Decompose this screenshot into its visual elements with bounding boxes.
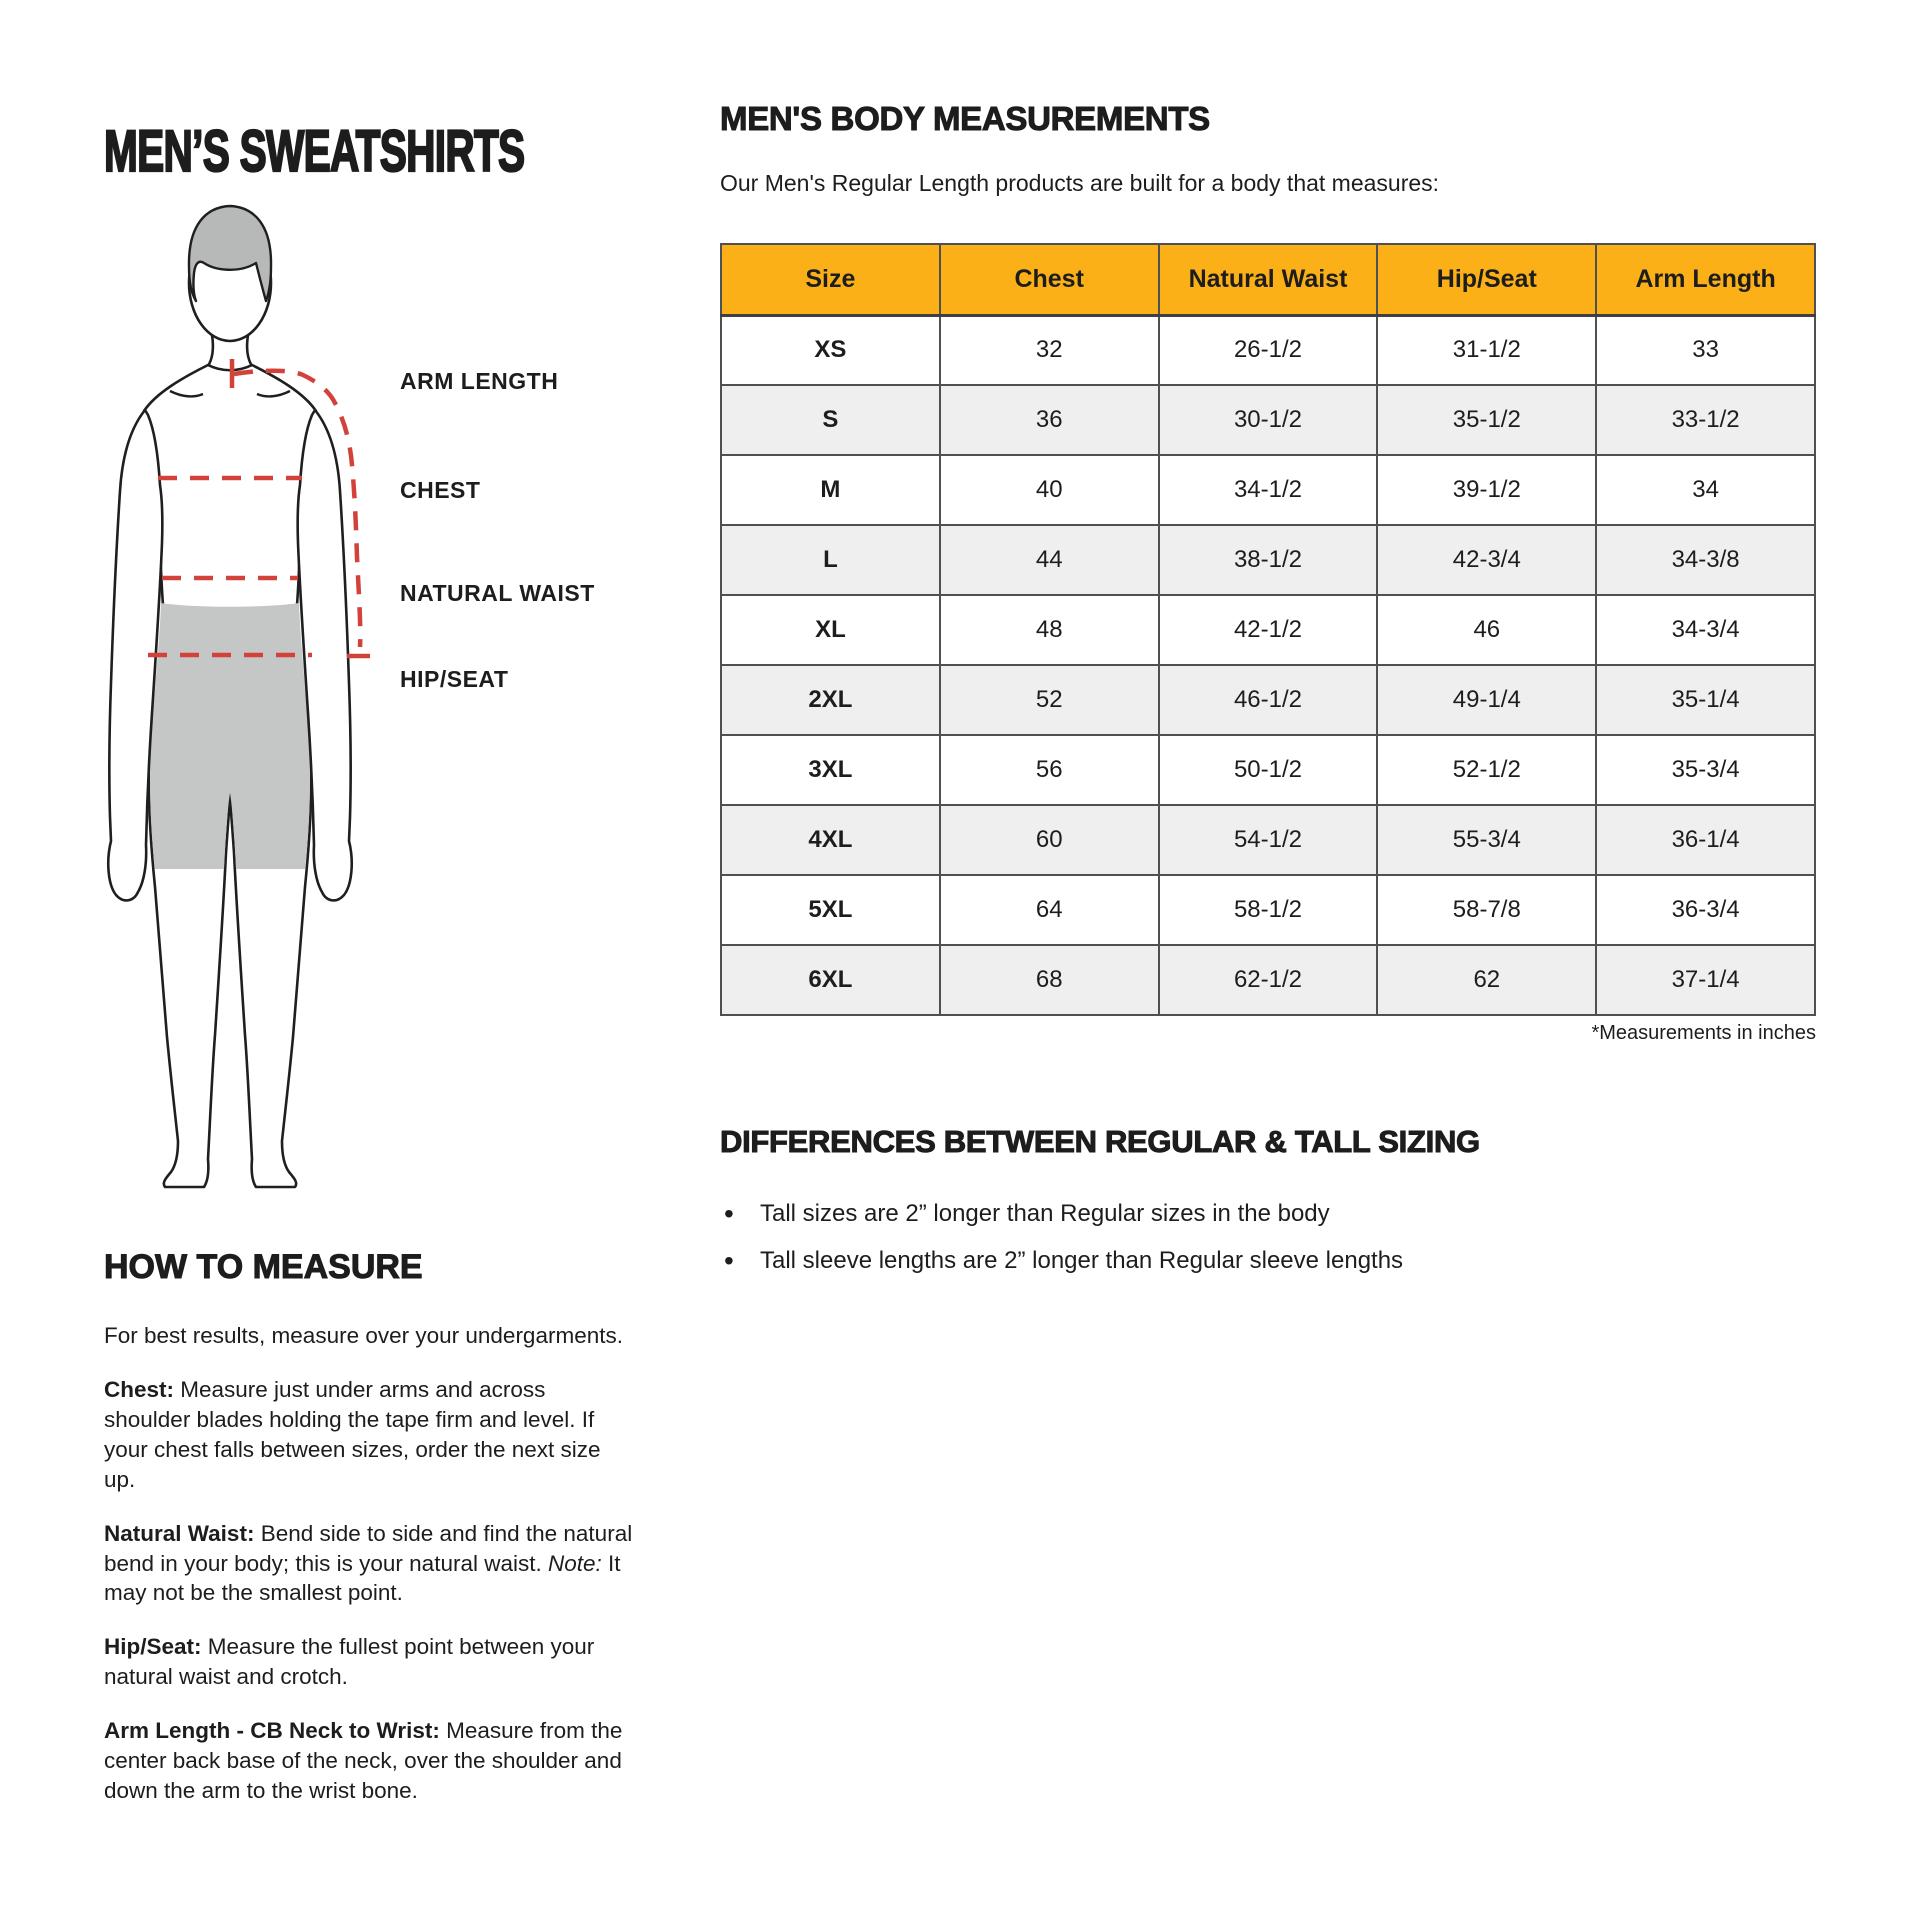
table-row bbox=[721, 805, 1815, 875]
size-cell: XL bbox=[721, 595, 940, 665]
value-cell: 35-1/2 bbox=[1377, 385, 1596, 455]
value-cell: 46 bbox=[1377, 595, 1596, 665]
measure-instruction-label: Arm Length - CB Neck to Wrist: bbox=[104, 1718, 440, 1744]
measurements-heading: MEN'S BODY MEASUREMENTS bbox=[720, 100, 1210, 137]
value-cell: 36-3/4 bbox=[1596, 875, 1815, 945]
value-cell: 33-1/2 bbox=[1596, 385, 1815, 455]
bullet-item: • Tall sizes are 2” longer than Regular sizes in the body bbox=[722, 1198, 1403, 1229]
value-cell: 52 bbox=[940, 665, 1159, 735]
value-cell: 34-3/4 bbox=[1596, 595, 1815, 665]
value-cell: 60 bbox=[940, 805, 1159, 875]
how-to-measure-section bbox=[104, 1248, 636, 1830]
note-label: Note: bbox=[541, 1550, 602, 1576]
value-cell: 40 bbox=[940, 455, 1159, 525]
value-cell: 36 bbox=[940, 385, 1159, 455]
value-cell: 56 bbox=[940, 735, 1159, 805]
shorts-shape bbox=[150, 603, 310, 869]
size-cell: M bbox=[721, 455, 940, 525]
table-row bbox=[721, 665, 1815, 735]
value-cell: 58-1/2 bbox=[1159, 875, 1378, 945]
column-header: Size bbox=[721, 244, 940, 315]
size-cell: 6XL bbox=[721, 945, 940, 1015]
value-cell: 39-1/2 bbox=[1377, 455, 1596, 525]
value-cell: 42-1/2 bbox=[1159, 595, 1378, 665]
value-cell: 33 bbox=[1596, 315, 1815, 385]
page-title: MEN’S SWEATSHIRTS bbox=[104, 118, 525, 184]
chest-label: CHEST bbox=[400, 477, 481, 503]
value-cell: 62-1/2 bbox=[1159, 945, 1378, 1015]
size-cell: L bbox=[721, 525, 940, 595]
value-cell: 52-1/2 bbox=[1377, 735, 1596, 805]
value-cell: 50-1/2 bbox=[1159, 735, 1378, 805]
how-to-measure-heading: HOW TO MEASURE bbox=[104, 1248, 423, 1286]
value-cell: 55-3/4 bbox=[1377, 805, 1596, 875]
value-cell: 31-1/2 bbox=[1377, 315, 1596, 385]
table-row bbox=[721, 315, 1815, 385]
table-row bbox=[721, 455, 1815, 525]
value-cell: 34-1/2 bbox=[1159, 455, 1378, 525]
arm-length-label: ARM LENGTH bbox=[400, 368, 559, 394]
hip-seat-label: HIP/SEAT bbox=[400, 666, 509, 692]
value-cell: 48 bbox=[940, 595, 1159, 665]
column-header: Hip/Seat bbox=[1377, 244, 1596, 315]
table-row bbox=[721, 385, 1815, 455]
value-cell: 58-7/8 bbox=[1377, 875, 1596, 945]
size-cell: 2XL bbox=[721, 665, 940, 735]
body-diagram bbox=[104, 195, 664, 1205]
value-cell: 46-1/2 bbox=[1159, 665, 1378, 735]
measure-instruction: Natural Waist: Bend side to side and find the natural bend in your body; this is your natural waist. Note: It may not be the smallest point. bbox=[104, 1520, 633, 1606]
size-cell: 5XL bbox=[721, 875, 940, 945]
measurements-intro: Our Men's Regular Length products are built for a body that measures: bbox=[720, 170, 1440, 196]
tall-sizing-bullets bbox=[722, 1198, 1403, 1292]
size-cell: S bbox=[721, 385, 940, 455]
measure-instruction-label: Chest: bbox=[104, 1376, 175, 1402]
value-cell: 62 bbox=[1377, 945, 1596, 1015]
column-header: Chest bbox=[940, 244, 1159, 315]
value-cell: 64 bbox=[940, 875, 1159, 945]
value-cell: 38-1/2 bbox=[1159, 525, 1378, 595]
size-cell: 3XL bbox=[721, 735, 940, 805]
body-measurement-diagram bbox=[104, 195, 404, 1205]
units-note: *Measurements in inches bbox=[1591, 1022, 1816, 1044]
value-cell: 68 bbox=[940, 945, 1159, 1015]
column-header: Natural Waist bbox=[1159, 244, 1378, 315]
measure-instruction: Hip/Seat: Measure the fullest point between your natural waist and crotch. bbox=[104, 1634, 595, 1690]
value-cell: 42-3/4 bbox=[1377, 525, 1596, 595]
size-table-header-row bbox=[721, 244, 1815, 315]
table-row bbox=[721, 945, 1815, 1015]
value-cell: 37-1/4 bbox=[1596, 945, 1815, 1015]
measure-instruction-label: Natural Waist: bbox=[104, 1520, 255, 1546]
table-row bbox=[721, 875, 1815, 945]
measure-instruction: Chest: Measure just under arms and across shoulder blades holding the tape firm and level. If your chest falls between sizes, order the next size up. bbox=[104, 1376, 601, 1492]
differences-heading: DIFFERENCES BETWEEN REGULAR & TALL SIZING bbox=[720, 1124, 1480, 1159]
value-cell: 54-1/2 bbox=[1159, 805, 1378, 875]
measure-instruction-label: Hip/Seat: bbox=[104, 1634, 202, 1660]
table-row bbox=[721, 595, 1815, 665]
value-cell: 34 bbox=[1596, 455, 1815, 525]
value-cell: 30-1/2 bbox=[1159, 385, 1378, 455]
value-cell: 34-3/8 bbox=[1596, 525, 1815, 595]
table-row bbox=[721, 735, 1815, 805]
value-cell: 44 bbox=[940, 525, 1159, 595]
value-cell: 32 bbox=[940, 315, 1159, 385]
size-table-body bbox=[721, 315, 1815, 1015]
table-row bbox=[721, 525, 1815, 595]
value-cell: 49-1/4 bbox=[1377, 665, 1596, 735]
value-cell: 35-1/4 bbox=[1596, 665, 1815, 735]
size-cell: XS bbox=[721, 315, 940, 385]
size-cell: 4XL bbox=[721, 805, 940, 875]
column-header: Arm Length bbox=[1596, 244, 1815, 315]
how-to-items bbox=[104, 1375, 636, 1806]
value-cell: 26-1/2 bbox=[1159, 315, 1378, 385]
size-table bbox=[720, 243, 1816, 1016]
value-cell: 35-3/4 bbox=[1596, 735, 1815, 805]
measure-intro: For best results, measure over your undergarments. bbox=[104, 1323, 623, 1348]
natural-waist-label: NATURAL WAIST bbox=[400, 580, 595, 606]
measure-instruction: Arm Length - CB Neck to Wrist: Measure from the center back base of the neck, over the shoulder and down the arm to the wrist bone. bbox=[104, 1718, 623, 1804]
bullet-item: • Tall sleeve lengths are 2” longer than Regular sleeve lengths bbox=[722, 1245, 1403, 1276]
value-cell: 36-1/4 bbox=[1596, 805, 1815, 875]
